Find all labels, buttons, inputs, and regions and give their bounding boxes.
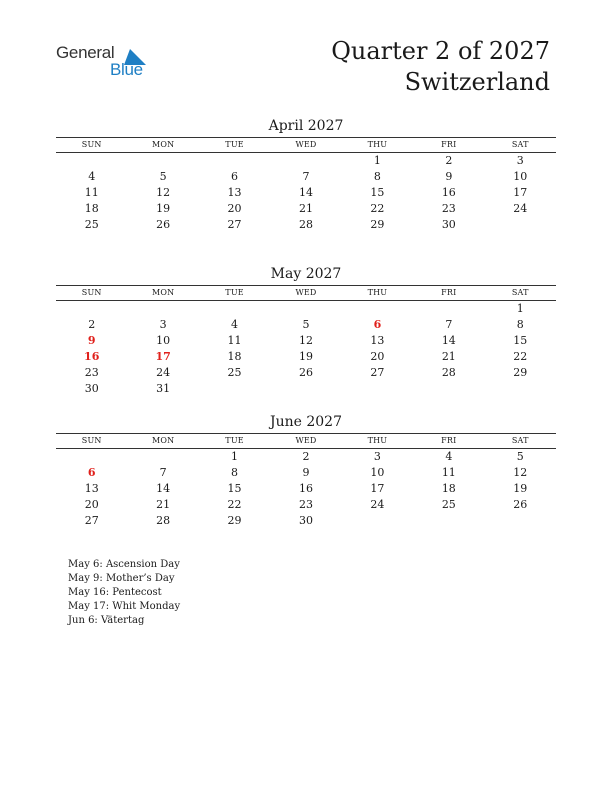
day-cell: 28 [298,218,313,231]
day-cell: 4 [88,170,96,183]
day-cell: 14 [441,334,456,347]
empty-day-cell [199,301,270,317]
day-cell: 11 [441,466,456,479]
day-cell: 21 [441,350,456,363]
day-cell: 20 [84,498,99,511]
day-cell: 24 [370,498,385,511]
day-cell: 14 [298,186,313,199]
weekday-header [56,137,556,153]
day-cell: 22 [370,202,385,215]
day-cell: 19 [298,350,313,363]
day-cell: 3 [373,450,381,463]
empty-day-cell [127,449,198,465]
empty-day-cell [199,153,270,169]
day-cell: 19 [513,482,528,495]
day-cell: 8 [231,466,239,479]
day-cell: 27 [227,218,242,231]
weekday-label: MON [151,140,175,149]
week-row [56,301,556,317]
day-cell: 23 [84,366,99,379]
week-row [56,349,556,365]
month-calendar [56,117,556,233]
empty-day-cell [485,381,556,397]
week-row [56,333,556,349]
weekday-label: TUE [225,436,244,445]
generalblue-logo [56,43,156,83]
month-title: April 2027 [268,118,344,134]
weekday-label: MON [151,288,175,297]
day-cell: 15 [370,186,385,199]
empty-day-cell [56,301,127,317]
week-row [56,365,556,381]
day-cell: 22 [227,498,242,511]
logo-text-general: General [56,43,115,62]
day-cell: 22 [513,350,528,363]
week-row [56,153,556,169]
day-cell: 25 [227,366,242,379]
weekday-label: SUN [81,140,102,149]
day-cell: 29 [513,366,528,379]
day-cell: 18 [227,350,242,363]
day-cell: 20 [227,202,242,215]
empty-day-cell [342,513,413,529]
empty-day-cell [485,513,556,529]
day-cell: 30 [298,514,313,527]
week-row [56,497,556,513]
day-cell: 9 [445,170,453,183]
day-cell: 11 [84,186,99,199]
day-cell: 18 [441,482,456,495]
empty-day-cell [56,153,127,169]
day-cell: 12 [156,186,171,199]
empty-day-cell [413,513,484,529]
day-cell: 3 [516,154,524,167]
empty-day-cell [127,153,198,169]
weekday-label: SAT [511,436,529,445]
weekday-label: WED [295,140,317,149]
day-cell: 18 [84,202,99,215]
day-cell: 13 [84,482,99,495]
weekday-label: SUN [81,288,102,297]
day-cell: 3 [159,318,167,331]
weekday-label: FRI [441,140,457,149]
day-cell: 23 [298,498,313,511]
day-cell: 2 [445,154,453,167]
month-calendar [56,265,556,397]
holiday-note: May 16: Pentecost [68,587,162,598]
day-cell: 10 [156,334,171,347]
weekday-label: SAT [511,288,529,297]
day-cell: 6 [231,170,239,183]
weekday-label: TUE [225,288,244,297]
holiday-note: May 17: Whit Monday [68,601,181,612]
empty-day-cell [270,381,341,397]
day-cell: 2 [88,318,96,331]
day-cell: 10 [370,466,385,479]
empty-day-cell [342,301,413,317]
weekday-label: WED [295,288,317,297]
weekday-label: THU [367,436,388,445]
day-cell: 29 [227,514,242,527]
day-cell: 12 [298,334,313,347]
weekday-header [56,285,556,301]
week-row [56,449,556,465]
day-cell: 8 [516,318,524,331]
day-cell: 4 [445,450,453,463]
day-cell: 25 [84,218,99,231]
holiday-note: May 9: Mother’s Day [68,573,175,584]
day-cell: 31 [156,382,171,395]
day-cell: 4 [231,318,239,331]
week-row [56,169,556,185]
day-cell: 9 [302,466,310,479]
day-cell: 26 [156,218,171,231]
empty-day-cell [413,301,484,317]
day-cell: 13 [227,186,242,199]
week-row [56,185,556,201]
title-quarter: Quarter 2 of 2027 [331,37,550,65]
day-cell: 25 [441,498,456,511]
logo-text-blue: Blue [110,60,143,79]
weekday-header [56,433,556,449]
day-cell: 5 [302,318,310,331]
holiday-day-cell: 9 [87,334,96,347]
empty-day-cell [56,449,127,465]
week-row [56,465,556,481]
day-cell: 30 [84,382,99,395]
day-cell: 11 [227,334,242,347]
weekday-label: TUE [225,140,244,149]
day-cell: 17 [513,186,528,199]
empty-day-cell [199,381,270,397]
day-cell: 7 [159,466,167,479]
day-cell: 24 [156,366,171,379]
title-country: Switzerland [404,68,550,96]
day-cell: 15 [227,482,242,495]
week-row [56,513,556,529]
weekday-label: FRI [441,288,457,297]
empty-day-cell [485,217,556,233]
weekday-label: FRI [441,436,457,445]
empty-day-cell [342,381,413,397]
month-calendar [56,413,556,529]
holiday-note: Jun 6: Vätertag [68,615,145,626]
day-cell: 28 [156,514,171,527]
empty-day-cell [270,301,341,317]
day-cell: 21 [156,498,171,511]
day-cell: 7 [302,170,310,183]
day-cell: 28 [441,366,456,379]
weekday-label: WED [295,436,317,445]
day-cell: 19 [156,202,171,215]
day-cell: 27 [370,366,385,379]
weekday-label: THU [367,288,388,297]
day-cell: 17 [370,482,385,495]
day-cell: 12 [513,466,528,479]
day-cell: 1 [373,154,381,167]
week-row [56,201,556,217]
empty-day-cell [413,381,484,397]
day-cell: 14 [156,482,171,495]
week-row [56,381,556,397]
day-cell: 15 [513,334,528,347]
day-cell: 10 [513,170,528,183]
day-cell: 16 [298,482,313,495]
month-title: May 2027 [270,266,342,282]
holiday-note: May 6: Ascension Day [68,559,180,570]
empty-day-cell [270,153,341,169]
holiday-notes [68,558,180,628]
day-cell: 23 [441,202,456,215]
day-cell: 5 [516,450,524,463]
weekday-label: THU [367,140,388,149]
empty-day-cell [127,301,198,317]
holiday-day-cell: 6 [87,466,96,479]
day-cell: 30 [441,218,456,231]
day-cell: 20 [370,350,385,363]
day-cell: 16 [441,186,456,199]
day-cell: 8 [373,170,381,183]
holiday-day-cell: 6 [373,318,382,331]
day-cell: 13 [370,334,385,347]
day-cell: 1 [231,450,239,463]
month-title: June 2027 [269,414,342,430]
day-cell: 26 [298,366,313,379]
day-cell: 29 [370,218,385,231]
day-cell: 27 [84,514,99,527]
week-row [56,481,556,497]
weekday-label: MON [151,436,175,445]
week-row [56,217,556,233]
weekday-label: SUN [81,436,102,445]
weekday-label: SAT [511,140,529,149]
day-cell: 5 [159,170,167,183]
holiday-day-cell: 17 [155,350,171,363]
day-cell: 26 [513,498,528,511]
day-cell: 2 [302,450,310,463]
page-title [331,36,550,98]
day-cell: 1 [516,302,524,315]
week-row [56,317,556,333]
holiday-day-cell: 16 [84,350,100,363]
day-cell: 24 [513,202,528,215]
day-cell: 21 [298,202,313,215]
day-cell: 7 [445,318,453,331]
